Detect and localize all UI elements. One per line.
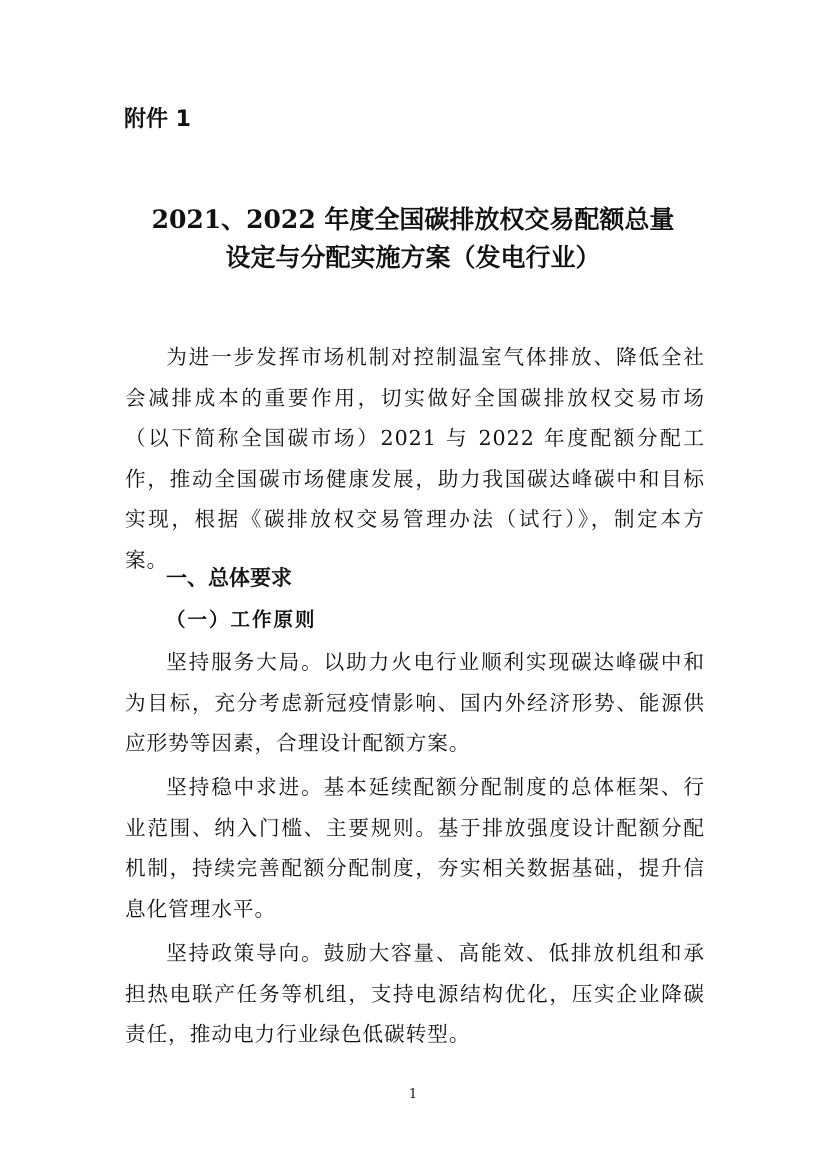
attachment-label: 附件 1 — [124, 107, 191, 132]
section-heading: 一、总体要求 — [166, 566, 292, 590]
subsection-heading: （一）工作原则 — [166, 608, 317, 631]
document-title-line-2: 设定与分配实施方案（发电行业） — [225, 243, 601, 272]
document-title-line-1: 2021、2022 年度全国碳排放权交易配额总量 — [151, 205, 675, 234]
page-number: 1 — [408, 1087, 418, 1102]
intro-paragraph: 为进一步发挥市场机制对控制温室气体排放、降低全社会减排成本的重要作用，切实做好全国碳排放权交易市场（以下简称全国碳市场）2021 与 2022 年度配额分配工作，推动全国碳市场健康发展，助力我国碳达峰碳中和目标实现，根据《碳排放权交易管理办法（试行）》，制定本方案。 — [125, 345, 705, 572]
principle-paragraph-1: 坚持服务大局。以助力火电行业顺利实现碳达峰碳中和为目标，充分考虑新冠疫情影响、国内外经济形势、能源供应形势等因素，合理设计配额方案。 — [125, 650, 705, 756]
principle-paragraph-3: 坚持政策导向。鼓励大容量、高能效、低排放机组和承担热电联产任务等机组，支持电源结构优化，压实企业降碳责任，推动电力行业绿色低碳转型。 — [125, 941, 705, 1047]
principle-paragraph-2: 坚持稳中求进。基本延续配额分配制度的总体框架、行业范围、纳入门槛、主要规则。基于排放强度设计配额分配机制，持续完善配额分配制度，夯实相关数据基础，提升信息化管理水平。 — [125, 775, 705, 921]
